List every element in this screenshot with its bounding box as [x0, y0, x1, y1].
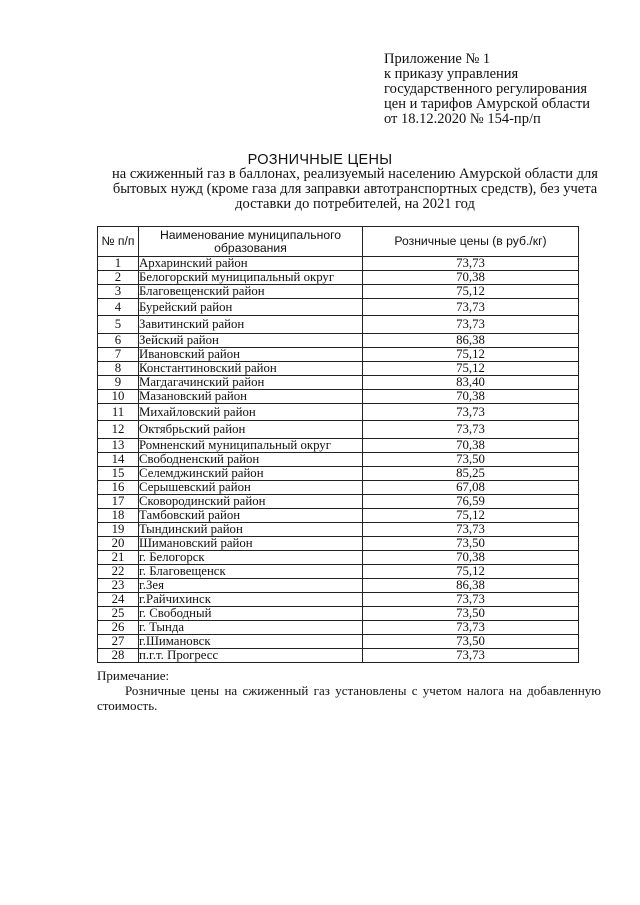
cell-name: Сковородинский район — [139, 495, 363, 509]
prices-table — [97, 226, 579, 663]
cell-name: Завитинский район — [139, 316, 363, 334]
cell-num: 10 — [98, 390, 139, 404]
cell-name: Бурейский район — [139, 299, 363, 316]
cell-num: 25 — [98, 607, 139, 621]
table-row — [98, 621, 579, 635]
cell-num: 26 — [98, 621, 139, 635]
table-row — [98, 439, 579, 453]
cell-price: 73,73 — [363, 257, 579, 271]
cell-num: 11 — [98, 404, 139, 421]
table-row — [98, 348, 579, 362]
cell-price: 73,50 — [363, 635, 579, 649]
cell-num: 14 — [98, 453, 139, 467]
cell-num: 17 — [98, 495, 139, 509]
cell-price: 73,73 — [363, 316, 579, 334]
cell-name: Тындинский район — [139, 523, 363, 537]
table-row — [98, 316, 579, 334]
cell-price: 75,12 — [363, 348, 579, 362]
cell-price: 75,12 — [363, 509, 579, 523]
appendix-line: государственного регулирования — [384, 81, 588, 97]
cell-name: Ивановский район — [139, 348, 363, 362]
table-row — [98, 523, 579, 537]
cell-num: 24 — [98, 593, 139, 607]
cell-name: Благовещенский район — [139, 285, 363, 299]
cell-price: 73,73 — [363, 593, 579, 607]
table-body — [98, 257, 579, 663]
table-row — [98, 334, 579, 348]
table-row — [98, 537, 579, 551]
cell-name: п.г.т. Прогресс — [139, 649, 363, 663]
cell-price: 86,38 — [363, 334, 579, 348]
cell-price: 73,73 — [363, 523, 579, 537]
cell-num: 15 — [98, 467, 139, 481]
appendix-line: цен и тарифов Амурской области — [384, 96, 591, 112]
appendix-header — [384, 52, 590, 127]
cell-price: 73,73 — [363, 621, 579, 635]
cell-price: 70,38 — [363, 439, 579, 453]
cell-num: 4 — [98, 299, 139, 316]
cell-name: Мазановский район — [139, 390, 363, 404]
cell-name: Тамбовский район — [139, 509, 363, 523]
cell-name: Зейский район — [139, 334, 363, 348]
cell-num: 8 — [98, 362, 139, 376]
table-row — [98, 467, 579, 481]
table-header-row — [98, 227, 579, 257]
cell-price: 70,38 — [363, 271, 579, 285]
cell-price: 75,12 — [363, 362, 579, 376]
table-row — [98, 495, 579, 509]
appendix-line: от 18.12.2020 № 154-пр/п — [384, 111, 541, 127]
table-row — [98, 593, 579, 607]
cell-name: г.Шимановск — [139, 635, 363, 649]
table-row — [98, 649, 579, 663]
cell-num: 1 — [98, 257, 139, 271]
header-name: Наименование муниципального образования — [139, 227, 363, 257]
cell-price: 85,25 — [363, 467, 579, 481]
cell-price: 73,73 — [363, 421, 579, 439]
table-row — [98, 376, 579, 390]
cell-price: 70,38 — [363, 551, 579, 565]
cell-name: г.Зея — [139, 579, 363, 593]
table-row — [98, 481, 579, 495]
cell-num: 3 — [98, 285, 139, 299]
cell-name: Селемджинский район — [139, 467, 363, 481]
cell-num: 16 — [98, 481, 139, 495]
cell-num: 6 — [98, 334, 139, 348]
cell-price: 75,12 — [363, 565, 579, 579]
cell-name: Октябрьский район — [139, 421, 363, 439]
cell-price: 73,73 — [363, 404, 579, 421]
cell-name: г. Белогорск — [139, 551, 363, 565]
note-text: Розничные цены на сжиженный газ установлены с учетом налога на добавленную стоимость. — [97, 683, 601, 713]
table-row — [98, 565, 579, 579]
table-row — [98, 551, 579, 565]
cell-name: Шимановский район — [139, 537, 363, 551]
cell-num: 7 — [98, 348, 139, 362]
cell-num: 2 — [98, 271, 139, 285]
cell-price: 73,73 — [363, 649, 579, 663]
note-label: Примечание: — [97, 668, 170, 683]
cell-num: 22 — [98, 565, 139, 579]
cell-num: 12 — [98, 421, 139, 439]
cell-name: Серышевский район — [139, 481, 363, 495]
table-row — [98, 390, 579, 404]
header-num: № п/п — [98, 227, 139, 257]
cell-num: 5 — [98, 316, 139, 334]
cell-price: 70,38 — [363, 390, 579, 404]
document-subtitle: на сжиженный газ в баллонах, реализуемый населению Амурской области для бытовых нужд (кроме газа для заправки автотранспортных средств), без учета доставки до потребителей, на 2021 год — [112, 166, 598, 212]
document-title: РОЗНИЧНЫЕ ЦЕНЫ — [247, 152, 393, 168]
cell-num: 27 — [98, 635, 139, 649]
table-row — [98, 299, 579, 316]
cell-num: 19 — [98, 523, 139, 537]
cell-name: Свободненский район — [139, 453, 363, 467]
cell-name: Ромненский муниципальный округ — [139, 439, 363, 453]
cell-num: 18 — [98, 509, 139, 523]
table-row — [98, 607, 579, 621]
appendix-line: к приказу управления — [384, 66, 519, 82]
cell-name: Белогорский муниципальный округ — [139, 271, 363, 285]
cell-name: г. Свободный — [139, 607, 363, 621]
cell-price: 86,38 — [363, 579, 579, 593]
cell-name: Архаринский район — [139, 257, 363, 271]
table-row — [98, 509, 579, 523]
table-row — [98, 579, 579, 593]
table-row — [98, 362, 579, 376]
cell-name: Михайловский район — [139, 404, 363, 421]
table-row — [98, 635, 579, 649]
cell-name: г. Тында — [139, 621, 363, 635]
cell-num: 13 — [98, 439, 139, 453]
table-row — [98, 404, 579, 421]
cell-price: 76,59 — [363, 495, 579, 509]
header-price: Розничные цены (в руб./кг) — [363, 227, 579, 257]
cell-price: 73,73 — [363, 299, 579, 316]
table-row — [98, 453, 579, 467]
cell-num: 9 — [98, 376, 139, 390]
cell-name: г. Благовещенск — [139, 565, 363, 579]
cell-name: г.Райчихинск — [139, 593, 363, 607]
cell-num: 23 — [98, 579, 139, 593]
cell-num: 21 — [98, 551, 139, 565]
cell-price: 75,12 — [363, 285, 579, 299]
table-row — [98, 421, 579, 439]
cell-price: 73,50 — [363, 453, 579, 467]
cell-price: 83,40 — [363, 376, 579, 390]
cell-num: 28 — [98, 649, 139, 663]
cell-price: 67,08 — [363, 481, 579, 495]
cell-name: Константиновский район — [139, 362, 363, 376]
table-row — [98, 285, 579, 299]
cell-num: 20 — [98, 537, 139, 551]
table-row — [98, 257, 579, 271]
cell-price: 73,50 — [363, 537, 579, 551]
cell-price: 73,50 — [363, 607, 579, 621]
table-row — [98, 271, 579, 285]
appendix-line: Приложение № 1 — [384, 51, 491, 67]
cell-name: Магдагачинский район — [139, 376, 363, 390]
